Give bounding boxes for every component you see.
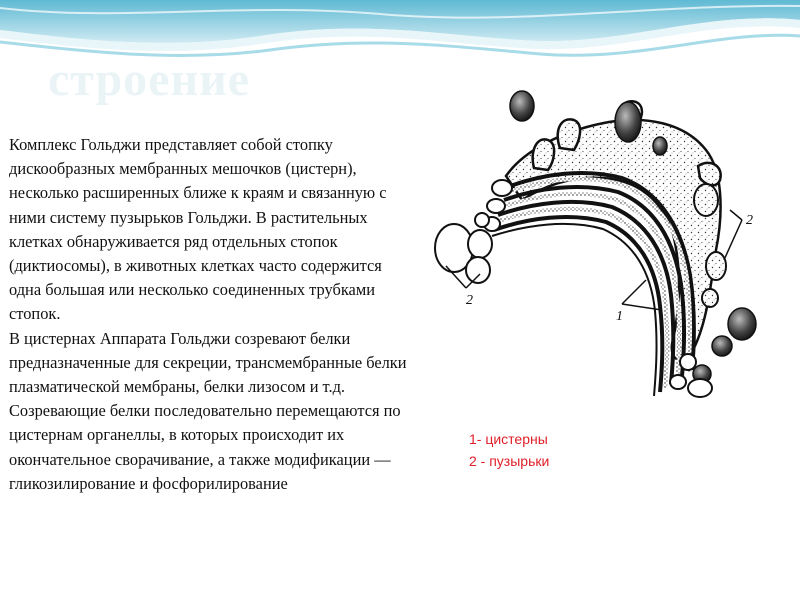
body-paragraph-function: В цистернах Аппарата Гольджи созревают белки предназначенные для секреции, трансмембранные белки плазматической мембраны, белки лизосом и т.д. Созревающие белки последовательно перемещаются по цистернам органеллы, в которых происходит их окончательное сворачивание, а также модификации — гликозилирование и фосфорилирование (9, 328, 407, 493)
dark-vesicle (615, 102, 641, 142)
body-paragraph-structure: Комплекс Гольджи представляет собой стопку дискообразных мембранных мешочков (цистерн), несколько расширенных ближе к краям и связанную с ними систему пузырьков Гольджи. В растительных клетках обнаруживается ряд отдельных стопок (диктиосомы), в животных клетках часто содержится одна большая или несколько соединенных трубками стопок. (9, 135, 387, 324)
cisterna-3 (498, 202, 673, 384)
vesicle (688, 379, 712, 397)
label-2-right: 2 (746, 213, 753, 228)
bud-vesicle (533, 139, 554, 170)
slide-title: строение (48, 53, 251, 106)
dark-vesicle (728, 308, 756, 340)
vesicle (670, 375, 686, 389)
legend-item-cisterns: 1- цистерны (469, 431, 548, 447)
body-text (9, 133, 409, 496)
vesicle (468, 230, 492, 258)
dark-vesicle (510, 91, 534, 121)
figure-legend (469, 428, 549, 472)
legend-item-vesicles: 2 - пузырьки (469, 453, 550, 469)
dark-vesicle (712, 336, 732, 356)
dark-vesicle (653, 137, 667, 155)
leader-line-2-right (724, 210, 742, 260)
vesicle (706, 252, 726, 280)
golgi-apparatus-illustration (424, 70, 777, 418)
label-2-left: 2 (466, 293, 473, 308)
label-1: 1 (616, 309, 623, 324)
bud-vesicle (558, 119, 580, 150)
vesicle (475, 213, 489, 227)
vesicle (680, 354, 696, 370)
vesicle (466, 257, 490, 283)
cisterna-4 (494, 217, 662, 392)
vesicle (702, 289, 718, 307)
vesicle (694, 184, 718, 216)
golgi-figure (424, 70, 777, 418)
